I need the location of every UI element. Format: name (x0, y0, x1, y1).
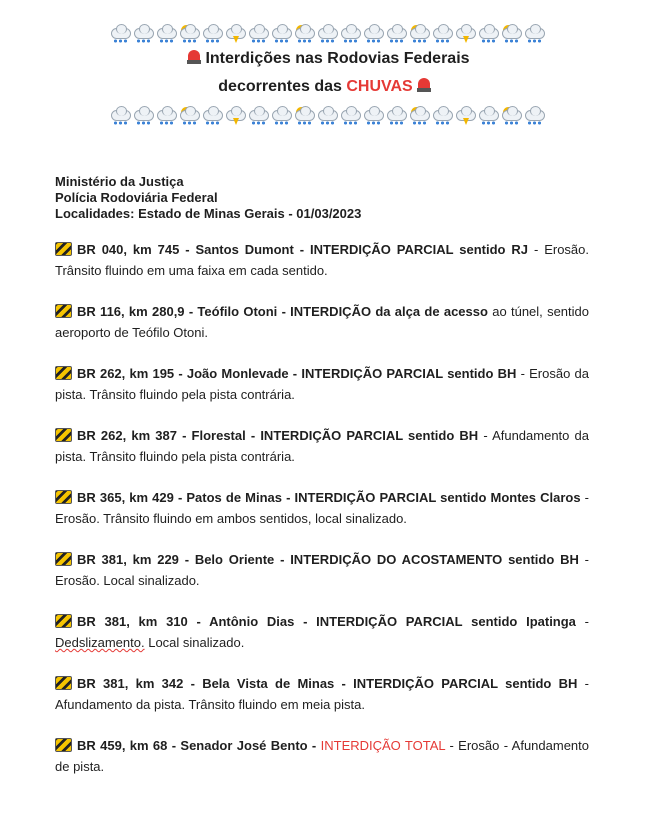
item-bold: BR 262, km 387 - Florestal - INTERDIÇÃO PARCIAL sentido BH (77, 428, 479, 443)
rain-cloud-icon (523, 24, 545, 44)
total-closure-label: INTERDIÇÃO TOTAL (320, 738, 446, 753)
sun-behind-rain-cloud-icon (293, 106, 315, 126)
thunder-cloud-icon (224, 106, 246, 126)
item-bold: BR 381, km 310 - Antônio Dias - INTERDIÇÃO PARCIAL sentido Ipatinga (77, 614, 576, 629)
thunder-cloud-icon (224, 24, 246, 44)
sun-behind-rain-cloud-icon (500, 24, 522, 44)
police-light-icon (417, 78, 431, 92)
rain-cloud-icon (247, 24, 269, 44)
rain-cloud-icon (201, 24, 223, 44)
sun-behind-rain-cloud-icon (500, 106, 522, 126)
header (0, 23, 653, 127)
sun-behind-rain-cloud-icon (408, 24, 430, 44)
road-barrier-icon (55, 738, 72, 752)
rain-cloud-icon (270, 106, 292, 126)
list-item (55, 549, 589, 591)
item-bold: BR 262, km 195 - João Monlevade - INTERDIÇÃO PARCIAL sentido BH (77, 366, 517, 381)
rain-cloud-icon (362, 106, 384, 126)
road-barrier-icon (55, 676, 72, 690)
rain-cloud-icon (316, 24, 338, 44)
ministry-block (55, 174, 361, 222)
title-line-2 (0, 73, 653, 101)
road-barrier-icon (55, 614, 72, 628)
list-item (55, 301, 589, 343)
misspelled-word[interactable]: Dedslizamento. (55, 635, 145, 650)
thunder-cloud-icon (454, 106, 476, 126)
sun-behind-rain-cloud-icon (178, 24, 200, 44)
list-item (55, 487, 589, 529)
item-text: - Erosão. Trânsito fluindo em ambos sentidos, local sinalizado. (55, 490, 589, 526)
item-text: - Erosão da pista. Trânsito fluindo pela pista contrária. (55, 366, 589, 402)
rain-cloud-icon (431, 24, 453, 44)
item-text: - Erosão. Trânsito fluindo em uma faixa em cada sentido. (55, 242, 589, 278)
item-text: - Afundamento da pista. Trânsito fluindo em meia pista. (55, 676, 589, 712)
rain-cloud-icon (477, 106, 499, 126)
rain-cloud-icon (132, 106, 154, 126)
rain-cloud-icon (201, 106, 223, 126)
rain-cloud-icon (362, 24, 384, 44)
list-item (55, 611, 589, 653)
item-bold: BR 381, km 342 - Bela Vista de Minas - INTERDIÇÃO PARCIAL sentido BH (77, 676, 578, 691)
rain-cloud-icon (385, 106, 407, 126)
title-text-1: Interdições nas Rodovias Federais (205, 50, 470, 67)
road-barrier-icon (55, 428, 72, 442)
rain-cloud-icon (523, 106, 545, 126)
item-text: - Erosão. Local sinalizado. (55, 552, 589, 588)
rain-cloud-icon (385, 24, 407, 44)
rain-cloud-icon (270, 24, 292, 44)
locality-line: Localidades: Estado de Minas Gerais - 01/03/2023 (55, 206, 362, 221)
list-item (55, 425, 589, 467)
sun-behind-rain-cloud-icon (293, 24, 315, 44)
item-text: Local sinalizado. (144, 635, 245, 650)
road-barrier-icon (55, 242, 72, 256)
police-light-icon (187, 50, 201, 64)
item-bold: BR 381, km 229 - Belo Oriente - INTERDIÇÃO DO ACOSTAMENTO sentido BH (77, 552, 579, 567)
thunder-cloud-icon (454, 24, 476, 44)
title-highlight: CHUVAS (346, 78, 413, 95)
rain-cloud-icon (339, 24, 361, 44)
road-barrier-icon (55, 490, 72, 504)
rain-cloud-icon (109, 106, 131, 126)
rain-cloud-icon (155, 24, 177, 44)
road-barrier-icon (55, 366, 72, 380)
rain-cloud-icon (132, 24, 154, 44)
item-bold: BR 116, km 280,9 - Teófilo Otoni - INTERDIÇÃO da alça de acesso (77, 304, 488, 319)
item-bold: BR 040, km 745 - Santos Dumont - INTERDIÇÃO PARCIAL sentido RJ (77, 242, 529, 257)
rain-cloud-icon (109, 24, 131, 44)
rain-cloud-icon (431, 106, 453, 126)
item-text: - Afundamento da pista. Trânsito fluindo pela pista contrária. (55, 428, 589, 464)
title-line-1 (0, 45, 653, 73)
sun-behind-rain-cloud-icon (408, 106, 430, 126)
list-item (55, 239, 589, 281)
rain-cloud-icon (155, 106, 177, 126)
item-bold: BR 459, km 68 - Senador José Bento - (77, 738, 321, 753)
road-barrier-icon (55, 552, 72, 566)
item-bold: BR 365, km 429 - Patos de Minas - INTERDIÇÃO PARCIAL sentido Montes Claros (77, 490, 581, 505)
list-item (55, 673, 589, 715)
rain-cloud-icon (247, 106, 269, 126)
road-barrier-icon (55, 304, 72, 318)
list-item (55, 735, 589, 777)
rain-cloud-icon (316, 106, 338, 126)
interdiction-list (55, 239, 589, 797)
ministry-line: Ministério da Justiça (55, 174, 184, 189)
weather-emoji-row-top (0, 23, 653, 45)
list-item (55, 363, 589, 405)
rain-cloud-icon (339, 106, 361, 126)
item-text: ao túnel, sentido aeroporto de Teófilo Otoni. (55, 304, 589, 340)
agency-line: Polícia Rodoviária Federal (55, 190, 218, 205)
sun-behind-rain-cloud-icon (178, 106, 200, 126)
item-text: - Erosão - Afundamento de pista. (55, 738, 589, 774)
title-text-2: decorrentes das (218, 78, 342, 95)
weather-emoji-row-bottom (0, 105, 653, 127)
rain-cloud-icon (477, 24, 499, 44)
item-text: - (575, 614, 589, 629)
